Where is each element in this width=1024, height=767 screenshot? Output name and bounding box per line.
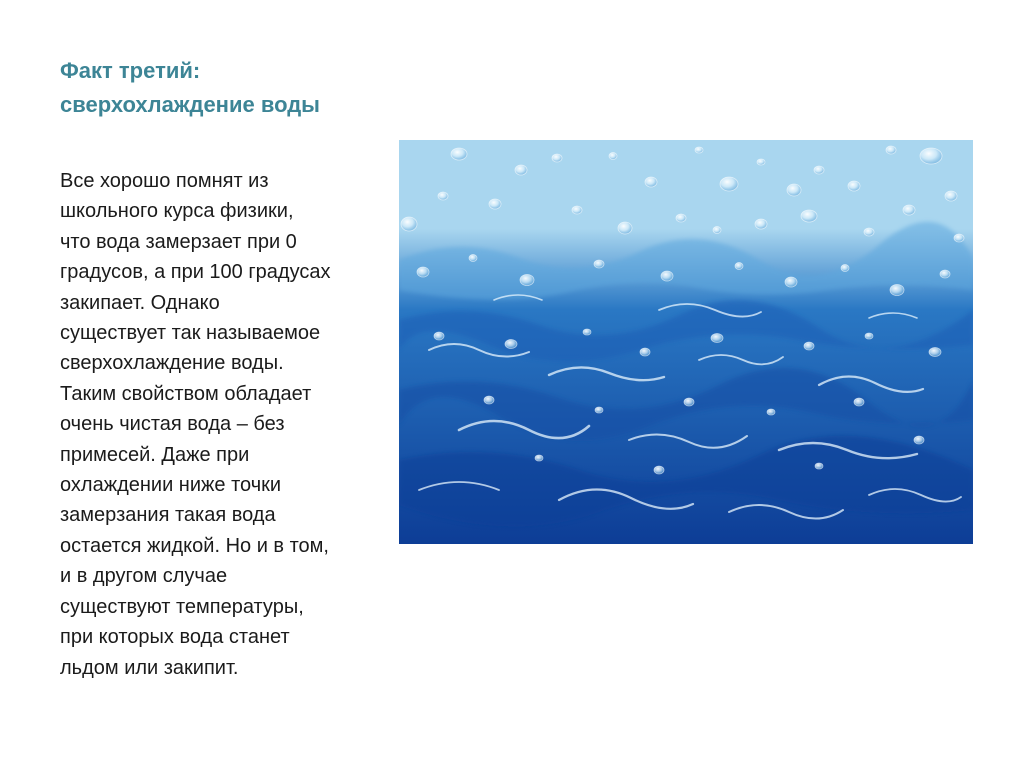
body-line: льдом или закипит. (60, 656, 239, 679)
body-line: замерзания такая вода (60, 504, 276, 527)
body-line: примесей. Даже при (60, 443, 250, 466)
body-line: при которых вода станет (60, 626, 290, 649)
body-line: и в другом случае (60, 565, 228, 588)
body-line: закипает. Однако (60, 291, 220, 314)
slide-title-line-1: Факт третий: (60, 58, 201, 83)
body-line: охлаждении ниже точки (60, 474, 282, 497)
body-line: остается жидкой. Но и в том, (60, 534, 329, 557)
body-line: существует так называемое (60, 322, 321, 345)
body-line: школьного курса физики, (60, 200, 294, 223)
body-paragraph (60, 166, 400, 683)
body-line: Все хорошо помнят из (60, 170, 269, 192)
body-line: существуют температуры, (60, 595, 304, 618)
water-splash-photo (399, 140, 973, 544)
body-line: Таким свойством обладает (60, 382, 312, 405)
body-line: что вода замерзает при 0 (60, 230, 297, 253)
slide-title (60, 54, 320, 122)
body-line: градусов, а при 100 градусах (60, 261, 331, 284)
slide-title-line-2: сверхохлаждение воды (60, 92, 320, 117)
body-line: очень чистая вода – без (60, 413, 285, 436)
body-line: сверхохлаждение воды. (60, 352, 284, 375)
